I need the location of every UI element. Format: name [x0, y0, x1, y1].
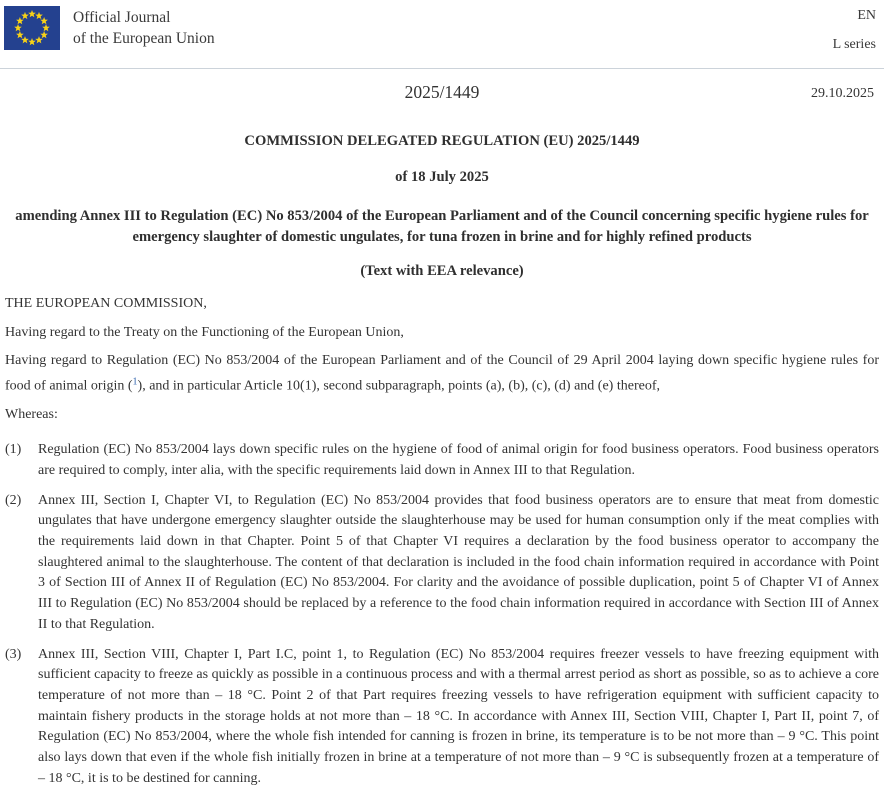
- recital-item-1: [5, 440, 879, 481]
- citation-regulation-text: Having regard to Regulation (EC) No 853/2004 of the European Parliament and of the Council of 29 April 2004 laying down specific hygiene rules for food of animal origin (: [5, 353, 879, 394]
- whereas-label: Whereas:: [5, 407, 58, 423]
- recitals-list: [0, 440, 884, 789]
- recital-text: Regulation (EC) No 853/2004 lays down specific rules on the hygiene of food of animal origin for food business operators. Food business operators are required to comply, inter alia, with the specific requirements laid down in Annex III to that Regulation.: [38, 442, 879, 478]
- preamble-opening: THE EUROPEAN COMMISSION,: [5, 296, 207, 311]
- regulation-title: COMMISSION DELEGATED REGULATION (EU) 2025/1449: [244, 133, 640, 149]
- citation-regulation-text-cont: ), and in particular Article 10(1), second subparagraph, points (a), (b), (c), (d) and (e) thereof,: [137, 378, 660, 394]
- footnote-1-marker[interactable]: 1: [132, 376, 138, 388]
- recital-number: (3): [5, 646, 22, 662]
- regulation-date-line: of 18 July 2025: [395, 169, 489, 185]
- header-divider: [0, 68, 884, 69]
- journal-header: [0, 0, 884, 53]
- citation-regulation: [0, 351, 884, 397]
- eu-flag-icon: [4, 6, 60, 50]
- series-label: L series: [832, 37, 876, 52]
- journal-title-line1: Official Journal: [73, 9, 171, 26]
- recital-text: Annex III, Section I, Chapter VI, to Regulation (EC) No 853/2004 provides that food business operators are to ensure that meat from domestic ungulates that have undergone emergency slaughter outside the slaughterhouse may be used for human consumption only if the meat complies with the requirements laid down in that Chapter. Point 5 of that Chapter VI requires a declaration by the food business operator to accompany the slaughtered animal to the slaughterhouse. The content of that declaration is included in the food chain information required in accordance with Point 3 of Section III of Annex II of Regulation (EC) No 853/2004. For clarity and the avoidance of possible duplication, point 5 of Chapter VI of Annex III to Regulation (EC) No 853/2004 should be replaced by a reference to the food chain information required in accordance with Section III of Annex II to that Regulation.: [38, 492, 879, 632]
- regulation-subject: amending Annex III to Regulation (EC) No 853/2004 of the European Parliament and of the Council concerning specific hygiene rules for emergency slaughter of domestic ungulates, for tuna frozen in brine and for highly refined products: [15, 208, 869, 245]
- document-number: 2025/1449: [404, 82, 480, 102]
- journal-meta: [833, 6, 876, 53]
- publication-date: 29.10.2025: [811, 86, 874, 101]
- document-number-row: [0, 82, 884, 106]
- recital-text: Annex III, Section VIII, Chapter I, Part I.C, point 1, to Regulation (EC) No 853/2004 requires freezer vessels to have freezing equipment with sufficient capacity to freeze as quickly as possible in a continuous process and with a thermal arrest period as short as possible, so as to achieve a core temperature of not more than – 18 °C. Point 2 of that Part requires freezing vessels to have refrigeration equipment with sufficient capacity to maintain fishery products in the storage holds at not more than – 18 °C. In accordance with Annex III, Section VIII, Chapter I, Part II, point 7, of Regulation (EC) No 853/2004, where the whole fish intended for canning is frozen in brine, its temperature is to be not more than – 9 °C. This point also lays down that even if the whole fish initially frozen in brine at a temperature of not more than – 9 °C is subsequently frozen at a temperature of – 18 °C, it is to be destined for canning.: [38, 646, 879, 786]
- recital-item-2: [5, 491, 879, 636]
- journal-title-line2: of the European Union: [73, 30, 215, 47]
- citation-treaty: Having regard to the Treaty on the Functioning of the European Union,: [5, 324, 404, 340]
- recital-number: (2): [5, 492, 22, 508]
- journal-branding: [4, 6, 215, 50]
- recital-number: (1): [5, 442, 22, 458]
- eea-relevance-note: (Text with EEA relevance): [360, 263, 524, 279]
- language-code: EN: [857, 8, 876, 23]
- journal-title: [73, 6, 215, 50]
- recital-item-3: [5, 645, 879, 790]
- document-body: [0, 133, 884, 789]
